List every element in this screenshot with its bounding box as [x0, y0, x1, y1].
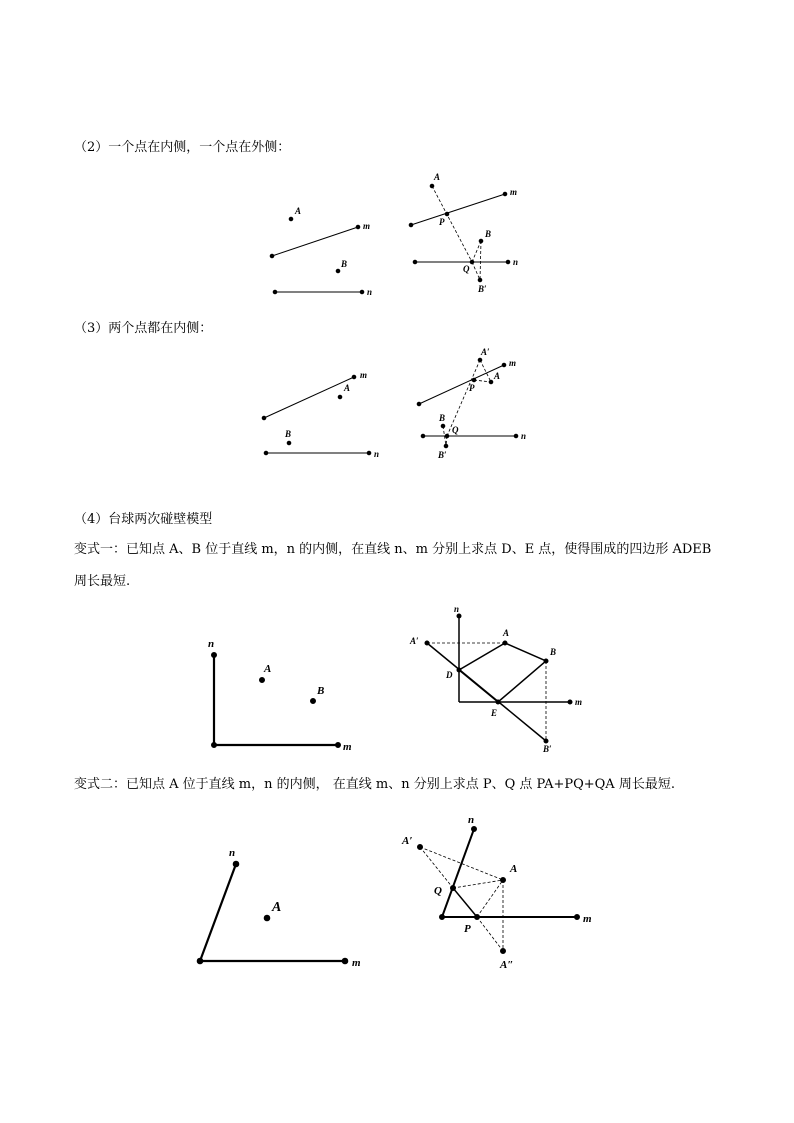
lines-n-m	[214, 655, 338, 745]
point-P	[445, 212, 449, 216]
point-Bprime	[478, 278, 482, 282]
label-m: m	[509, 358, 517, 368]
point-Bprime	[544, 739, 548, 743]
label-A: A	[295, 206, 302, 216]
dashed-AprimeA	[480, 360, 491, 382]
label-Bprime: B′	[438, 450, 447, 460]
point-A	[289, 217, 293, 221]
label-Q: Q	[434, 885, 442, 897]
label-Aprime: A′	[410, 636, 419, 646]
dashed-QB	[472, 241, 481, 262]
line-m	[419, 365, 504, 404]
label-B: B	[485, 229, 492, 239]
label-A: A	[503, 628, 510, 638]
dashed-PA	[477, 880, 503, 917]
point-E	[496, 700, 500, 704]
label-P: P	[439, 217, 445, 227]
point	[360, 290, 364, 294]
point-Bprime	[444, 444, 448, 448]
label-A: A	[344, 383, 351, 393]
point-A	[489, 380, 493, 384]
label-n: n	[229, 847, 236, 859]
point-A	[501, 878, 506, 883]
label-Aprime: A′	[402, 835, 413, 847]
point	[356, 225, 360, 229]
point-P	[475, 915, 480, 920]
label-n: n	[454, 604, 460, 614]
label-A: A	[264, 663, 272, 675]
variant-1-text-line1: 变式一：已知点 A、B 位于直线 m，n 的内侧，在直线 n、m 分别上求点 D、E 点，使得围成的四边形 ADEB	[74, 542, 712, 557]
section-3-heading: （3）两个点都在内侧：	[74, 321, 213, 336]
label-P: P	[469, 383, 475, 393]
label-A: A	[510, 863, 518, 875]
point-P	[472, 378, 476, 382]
label-n: n	[367, 287, 373, 297]
point-Q	[451, 886, 456, 891]
label-A: A	[272, 900, 282, 915]
dashed-QBprime	[472, 262, 480, 280]
line-n	[442, 829, 474, 917]
point-Aprime	[425, 641, 429, 645]
point-B	[311, 699, 316, 704]
point-Adprime	[501, 949, 506, 954]
fig2-right	[409, 172, 518, 294]
label-B: B	[317, 685, 325, 697]
point-A	[338, 395, 342, 399]
point	[273, 290, 277, 294]
label-Q: Q	[463, 264, 470, 274]
section-2-heading: （2）一个点在内侧，一个点在外侧：	[74, 140, 291, 155]
v1-left	[208, 638, 352, 753]
label-B: B	[439, 413, 446, 423]
label-E: E	[491, 708, 498, 718]
variant-2-text: 变式二：已知点 A 位于直线 m，n 的内侧， 在直线 m、n 分别上求点 P、Q 点 PA+PQ+QA 周长最短.	[74, 777, 675, 792]
fig2-left	[270, 206, 372, 297]
label-P: P	[464, 923, 471, 935]
section-4-heading: （4）台球两次碰壁模型	[74, 512, 213, 527]
label-Adprime: A″	[500, 959, 514, 971]
point-A	[264, 915, 270, 921]
dashed-PAdprime	[477, 917, 503, 951]
label-m: m	[352, 957, 361, 969]
label-n: n	[468, 814, 475, 826]
label-m: m	[575, 697, 583, 707]
label-Bprime: B′	[478, 284, 487, 294]
v1-right	[409, 604, 582, 754]
variant-1-text-line2: 周长最短.	[74, 574, 131, 589]
point-B	[336, 269, 340, 273]
label-m: m	[583, 913, 592, 925]
label-m: m	[363, 221, 371, 231]
dashed-QA	[453, 880, 503, 888]
point-Q	[470, 260, 474, 264]
label-Bprime: B′	[543, 744, 552, 754]
dashed-AQ	[432, 186, 472, 262]
quadrilateral-ADEB	[459, 643, 546, 702]
point-Q	[445, 434, 449, 438]
line-QP	[453, 888, 477, 917]
point-A	[503, 641, 507, 645]
label-m: m	[343, 741, 352, 753]
point-B	[479, 239, 483, 243]
point-A	[430, 184, 434, 188]
fig3-left	[262, 370, 379, 459]
point-A	[260, 678, 265, 683]
v2-left	[197, 847, 361, 969]
label-n: n	[208, 638, 215, 650]
point-Aprime	[478, 358, 482, 362]
label-B: B	[285, 429, 292, 439]
label-m: m	[510, 187, 518, 197]
label-D: D	[446, 670, 453, 680]
label-A: A	[434, 172, 441, 182]
fig3-right	[417, 347, 526, 460]
dashed-BBprime	[480, 241, 481, 280]
point-B	[544, 659, 548, 663]
line-m	[411, 194, 505, 225]
v2-right	[401, 814, 592, 971]
label-n: n	[521, 431, 527, 441]
label-B: B	[550, 647, 557, 657]
label-B: B	[341, 259, 348, 269]
point	[270, 254, 274, 258]
label-n: n	[374, 449, 380, 459]
point-B	[441, 424, 445, 428]
label-n: n	[513, 257, 519, 267]
point-B	[287, 441, 291, 445]
label-A: A	[494, 371, 501, 381]
point-D	[457, 668, 461, 672]
dashed-PA	[474, 380, 491, 382]
label-m: m	[360, 370, 368, 380]
line-m	[272, 227, 358, 256]
label-Q: Q	[452, 425, 459, 435]
label-Aprime: A′	[481, 347, 490, 357]
point-Aprime	[418, 845, 423, 850]
